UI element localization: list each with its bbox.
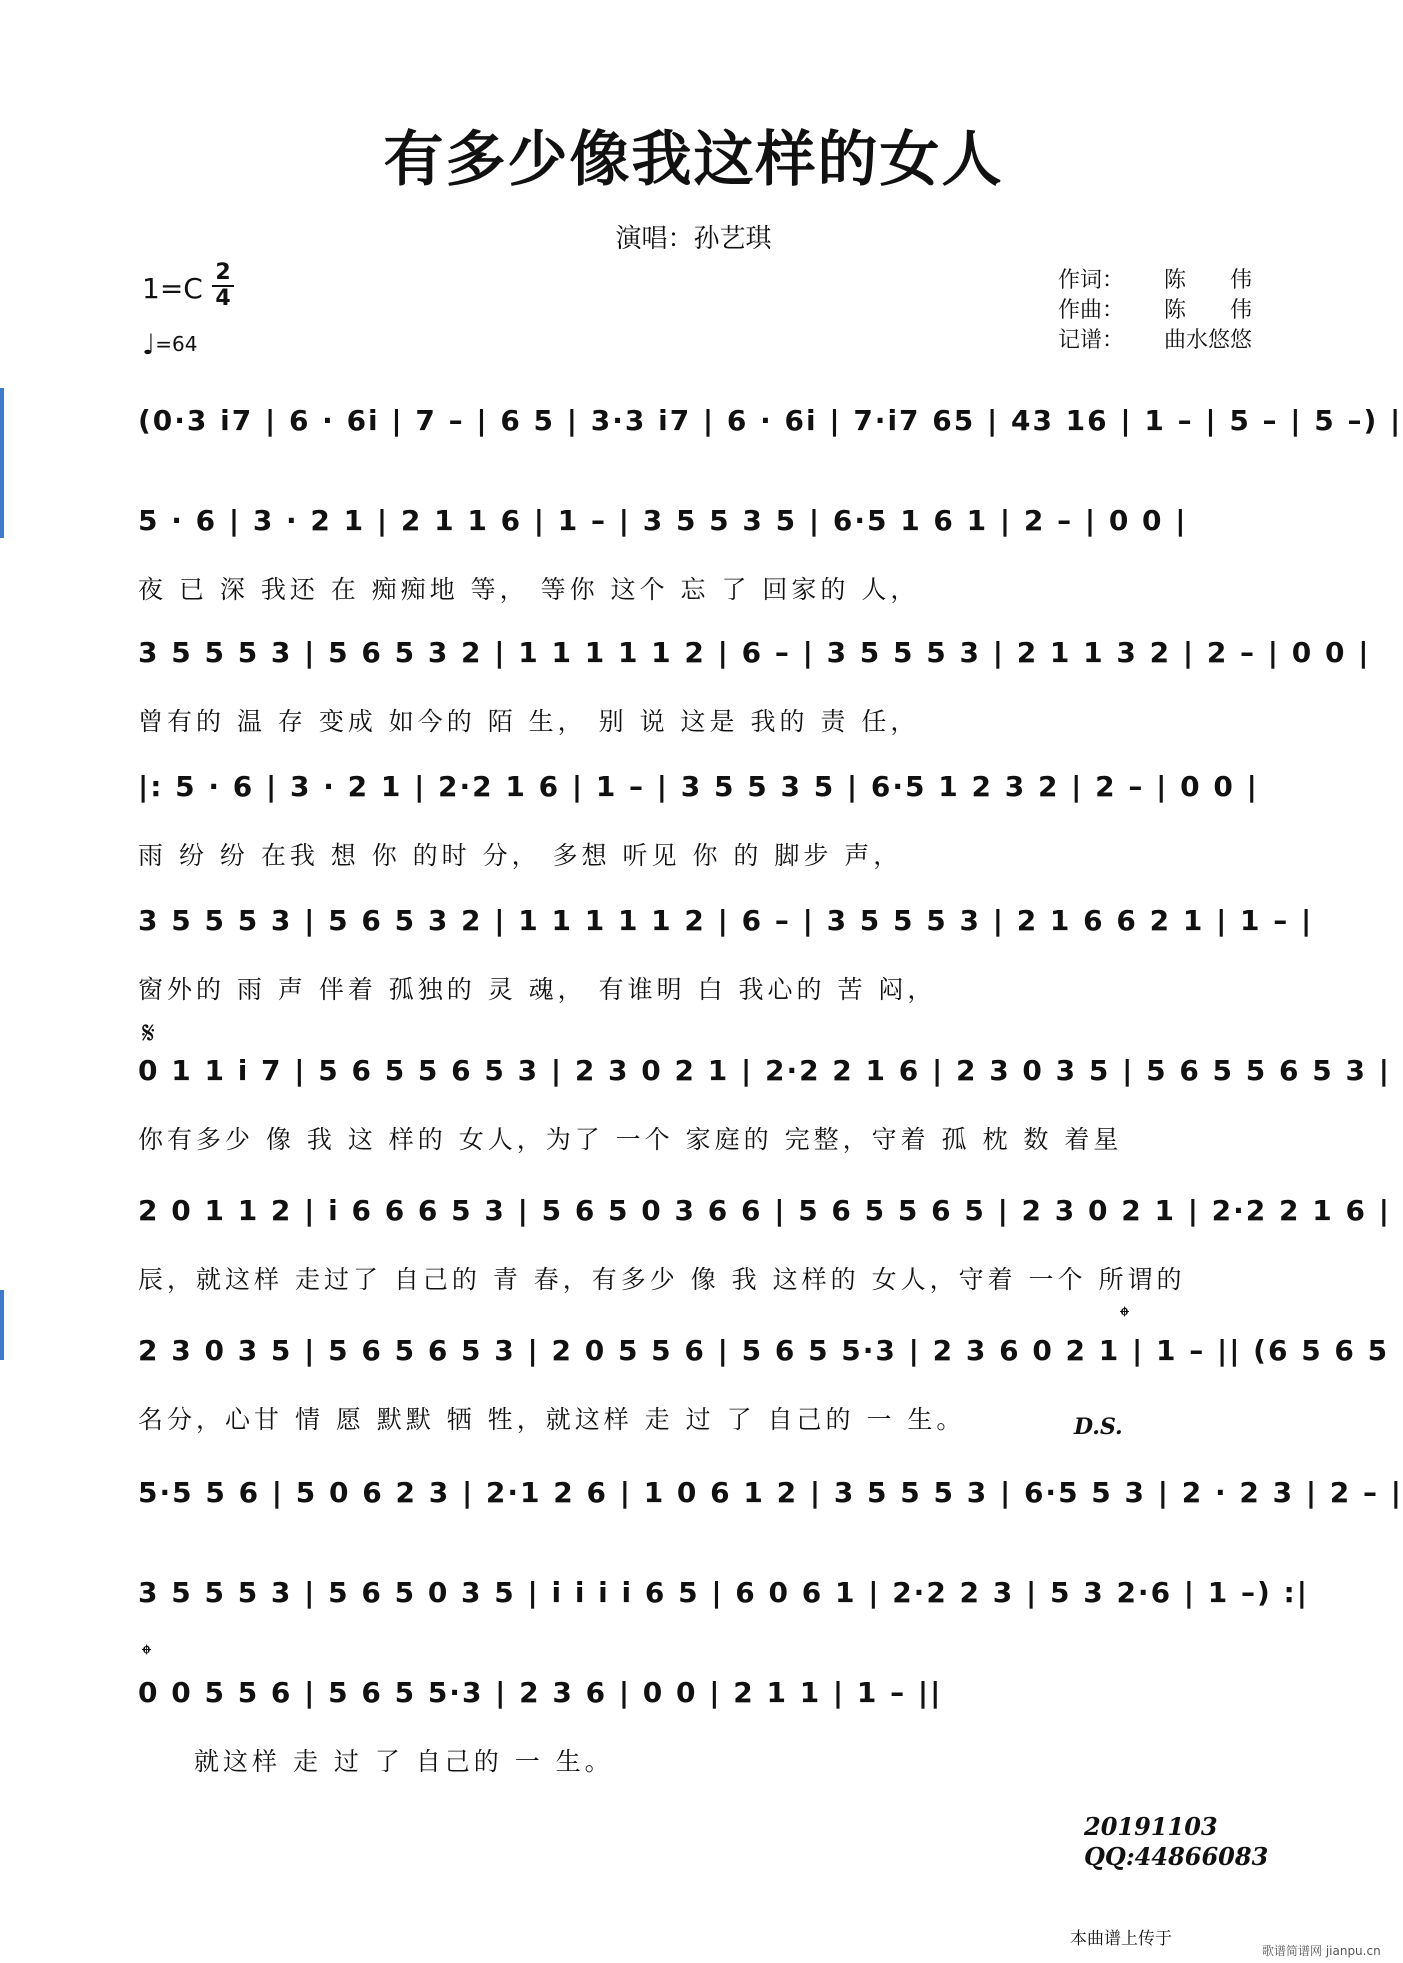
lyrics-row: 就这样 走 过 了 自己的 一 生。 (194, 1747, 614, 1776)
lyrics-row: 窗外的 雨 声 伴着 孤独的 灵 魂， 有谁明 白 我心的 苦 闷， (138, 975, 937, 1004)
time-signature-bottom: 4 (215, 286, 231, 311)
notation-row: |: 5 · 6 | 3 · 2 1 | 2·2 1 6 | 1 – | 3 5 5 3 5 | 6·5 1 2 3 2 | 2 – | 0 0 | (138, 770, 1259, 803)
coda-icon: 𝄌 (1120, 1302, 1129, 1332)
score-line-11 (138, 1676, 1254, 1778)
lyrics-row: 你有多少 像 我 这 样的 女人，为了 一个 家庭的 完整，守着 孤 枕 数 着星 (138, 1125, 1123, 1154)
notation-row: 3 5 5 5 3 | 5 6 5 3 2 | 1 1 1 1 1 2 | 6 – | 3 5 5 5 3 | 2 1 6 6 2 1 | 1 – | (138, 904, 1314, 937)
segno-icon: 𝄋 (142, 1016, 155, 1051)
score-line-6 (138, 1054, 1391, 1156)
lyrics-row: 辰，就这样 走过了 自己的 青 春，有多少 像 我 这样的 女人，守着 一个 所谓的 (138, 1265, 1186, 1294)
notation-row: 2 3 0 3 5 | 5 6 5 6 5 3 | 2 0 5 5 6 | 5 6 5 5·3 | 2 3 6 0 2 1 | 1 – || (6 5 6 5 (138, 1334, 1390, 1367)
credits (1058, 266, 1252, 356)
upload-notice: 本曲谱上传于 (1070, 1929, 1172, 1949)
notation-row: 0 1 1 i 7 | 5 6 5 5 6 5 3 | 2 3 0 2 1 | 2·2 2 1 6 | 2 3 0 3 5 | 5 6 5 5 6 5 3 | (138, 1054, 1391, 1087)
quarter-note-icon: ♩ (142, 328, 156, 361)
song-title: 有多少像我这样的女人 (383, 125, 1004, 195)
notation-row: 3 5 5 5 3 | 5 6 5 3 2 | 1 1 1 1 1 2 | 6 – | 3 5 5 5 3 | 2 1 1 3 2 | 2 – | 0 0 | (138, 636, 1371, 669)
lyrics-row: 雨 纷 纷 在我 想 你 的时 分， 多想 听见 你 的 脚步 声， (138, 841, 903, 870)
score-line-5 (138, 904, 1314, 1006)
date-text: 20191103 (1084, 1812, 1218, 1841)
page-edge-marker (0, 1290, 4, 1360)
notation-row: 2 0 1 1 2 | i 6 6 6 5 3 | 5 6 5 0 3 6 6 | 5 6 5 5 6 5 | 2 3 0 2 1 | 2·2 2 1 6 | (138, 1194, 1391, 1227)
credit-composer: 作曲： 陈 伟 (1058, 298, 1252, 323)
lyrics-row: 夜 已 深 我还 在 痴痴地 等， 等你 这个 忘 了 回家的 人， (138, 575, 920, 604)
lyrics-row: 曾有的 温 存 变成 如今的 陌 生， 别 说 这是 我的 责 任， (138, 707, 920, 736)
site-watermark: 歌谱简谱网 jianpu.cn (1262, 1944, 1381, 1958)
notation-row: 5 · 6 | 3 · 2 1 | 2 1 1 6 | 1 – | 3 5 5 3 5 | 6·5 1 6 1 | 2 – | 0 0 | (138, 504, 1188, 537)
tempo-marking (142, 328, 197, 361)
score-line-10 (138, 1576, 1309, 1620)
singer-credit: 演唱：孙艺琪 (615, 224, 772, 254)
lyrics-row: 名分，心甘 情 愿 默默 牺 牲，就这样 走 过 了 自己的 一 生。 (138, 1405, 966, 1434)
score-line-3 (138, 636, 1371, 738)
score-line-4 (138, 770, 1259, 872)
date-signature (1084, 1812, 1268, 1872)
qq-text: QQ:44866083 (1084, 1842, 1269, 1871)
score-line-1 (138, 404, 1403, 448)
credit-lyricist: 作词： 陈 伟 (1058, 268, 1252, 293)
key-signature: 1=C (142, 272, 203, 305)
score-line-9 (138, 1476, 1403, 1520)
dal-segno-marking: D.S. (1074, 1414, 1123, 1440)
time-signature-top: 2 (215, 260, 231, 285)
credit-transcriber: 记谱： 曲水悠悠 (1058, 328, 1252, 353)
coda-icon: 𝄌 (142, 1640, 151, 1670)
score-line-2 (138, 504, 1254, 606)
notation-row: (0·3 i7 | 6 · 6i | 7 – | 6 5 | 3·3 i7 | 6 · 6i | 7·i7 65 | 43 16 | 1 – | 5 – | 5 –) | (138, 404, 1403, 437)
time-signature (212, 262, 234, 310)
page-edge-marker (0, 388, 4, 538)
notation-row: 3 5 5 5 3 | 5 6 5 0 3 5 | i i i i 6 5 | 6 0 6 1 | 2·2 2 3 | 5 3 2·6 | 1 –) :| (138, 1576, 1309, 1609)
notation-row: 0 0 5 5 6 | 5 6 5 5·3 | 2 3 6 | 0 0 | 2 1 1 | 1 – || (138, 1676, 943, 1709)
notation-row: 5·5 5 6 | 5 0 6 2 3 | 2·1 2 6 | 1 0 6 1 2 | 3 5 5 5 3 | 6·5 5 3 | 2 · 2 3 | 2 – | (138, 1476, 1403, 1509)
score-line-7 (138, 1194, 1391, 1296)
tempo-value: =64 (155, 332, 198, 356)
